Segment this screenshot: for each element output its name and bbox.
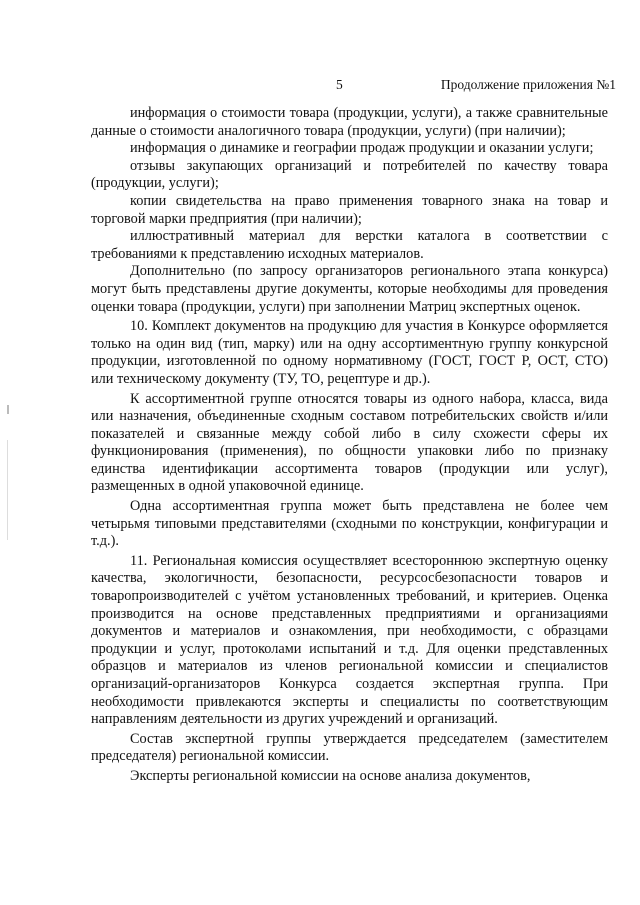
paragraph: информация о стоимости товара (продукции, услуги), а также сравнительные данные о стоимости аналогичного товара (продукции, услуги) (при наличии); — [91, 105, 608, 139]
document-body — [91, 105, 608, 786]
paragraph: К ассортиментной группе относятся товары из одного набора, класса, вида или назначения, объединенные сходным составом потребительских свойств и/или показателей и связанные между собой либо в силу схожести сферы их функционирования (применения), по общности упаковки либо по признаку единства идентификации ассортимента товаров (продукции или услуг), размещенных в одной упаковочной единице. — [91, 390, 608, 495]
paragraph: отзывы закупающих организаций и потребителей по качеству товара (продукции, услуги); — [91, 157, 608, 192]
paragraph: Состав экспертной группы утверждается председателем (заместителем председателя) региональной комиссии. — [91, 730, 608, 765]
paragraph: Одна ассортиментная группа может быть представлена не более чем четырьмя типовыми представителями (сходными по конструкции, конфигурации и т.д.). — [91, 498, 608, 550]
continuation-header: Продолжение приложения №1 — [440, 77, 616, 92]
scan-artifact — [7, 440, 8, 540]
paragraph: копии свидетельства на право применения товарного знака на товар и торговой марки предприятия (при наличии); — [91, 192, 608, 227]
paragraph: иллюстративный материал для верстки каталога в соответствии с требованиями к представлению исходных материалов. — [91, 228, 608, 262]
scan-artifact — [7, 405, 9, 414]
paragraph: 11. Региональная комиссия осуществляет всестороннюю экспертную оценку качества, экологичности, безопасности, ресурсосбезопасности товаров и товаропроизводителей с учётом установленных требований, и критериев. Оценка производится на основе представленных предприятиями и организациями документов и материалов и ознакомления, при необходимости, с образцами продукции и услуг, протоколами испытаний и т.д. Для оценки представленных образцов и материалов из членов региональной комиссии и специалистов организаций-организаторов Конкурса создается экспертная группа. При необходимости привлекаются эксперты и специалисты по соответствующим направлениям деятельности из других учреждений и организаций. — [91, 552, 608, 728]
page-number: 5 — [336, 77, 343, 92]
paragraph: Эксперты региональной комиссии на основе анализа документов, — [130, 767, 531, 784]
paragraph: 10. Комплект документов на продукцию для участия в Конкурсе оформляется только на один вид (тип, марку) или на одну ассортиментную группу конкурсной продукции, изготовленной по одному нормативному (ГОСТ, ГОСТ Р, ОСТ, СТО) или техническому документу (ТУ, ТО, рецептуре и др.). — [91, 318, 608, 387]
paragraph: Дополнительно (по запросу организаторов регионального этапа конкурса) могут быть представлены другие документы, которые необходимы для проведения оценки товара (продукции, услуги) при заполнении Матриц экспертных оценок. — [91, 263, 608, 315]
paragraph: информация о динамике и географии продаж продукции и оказании услуги; — [130, 140, 594, 157]
